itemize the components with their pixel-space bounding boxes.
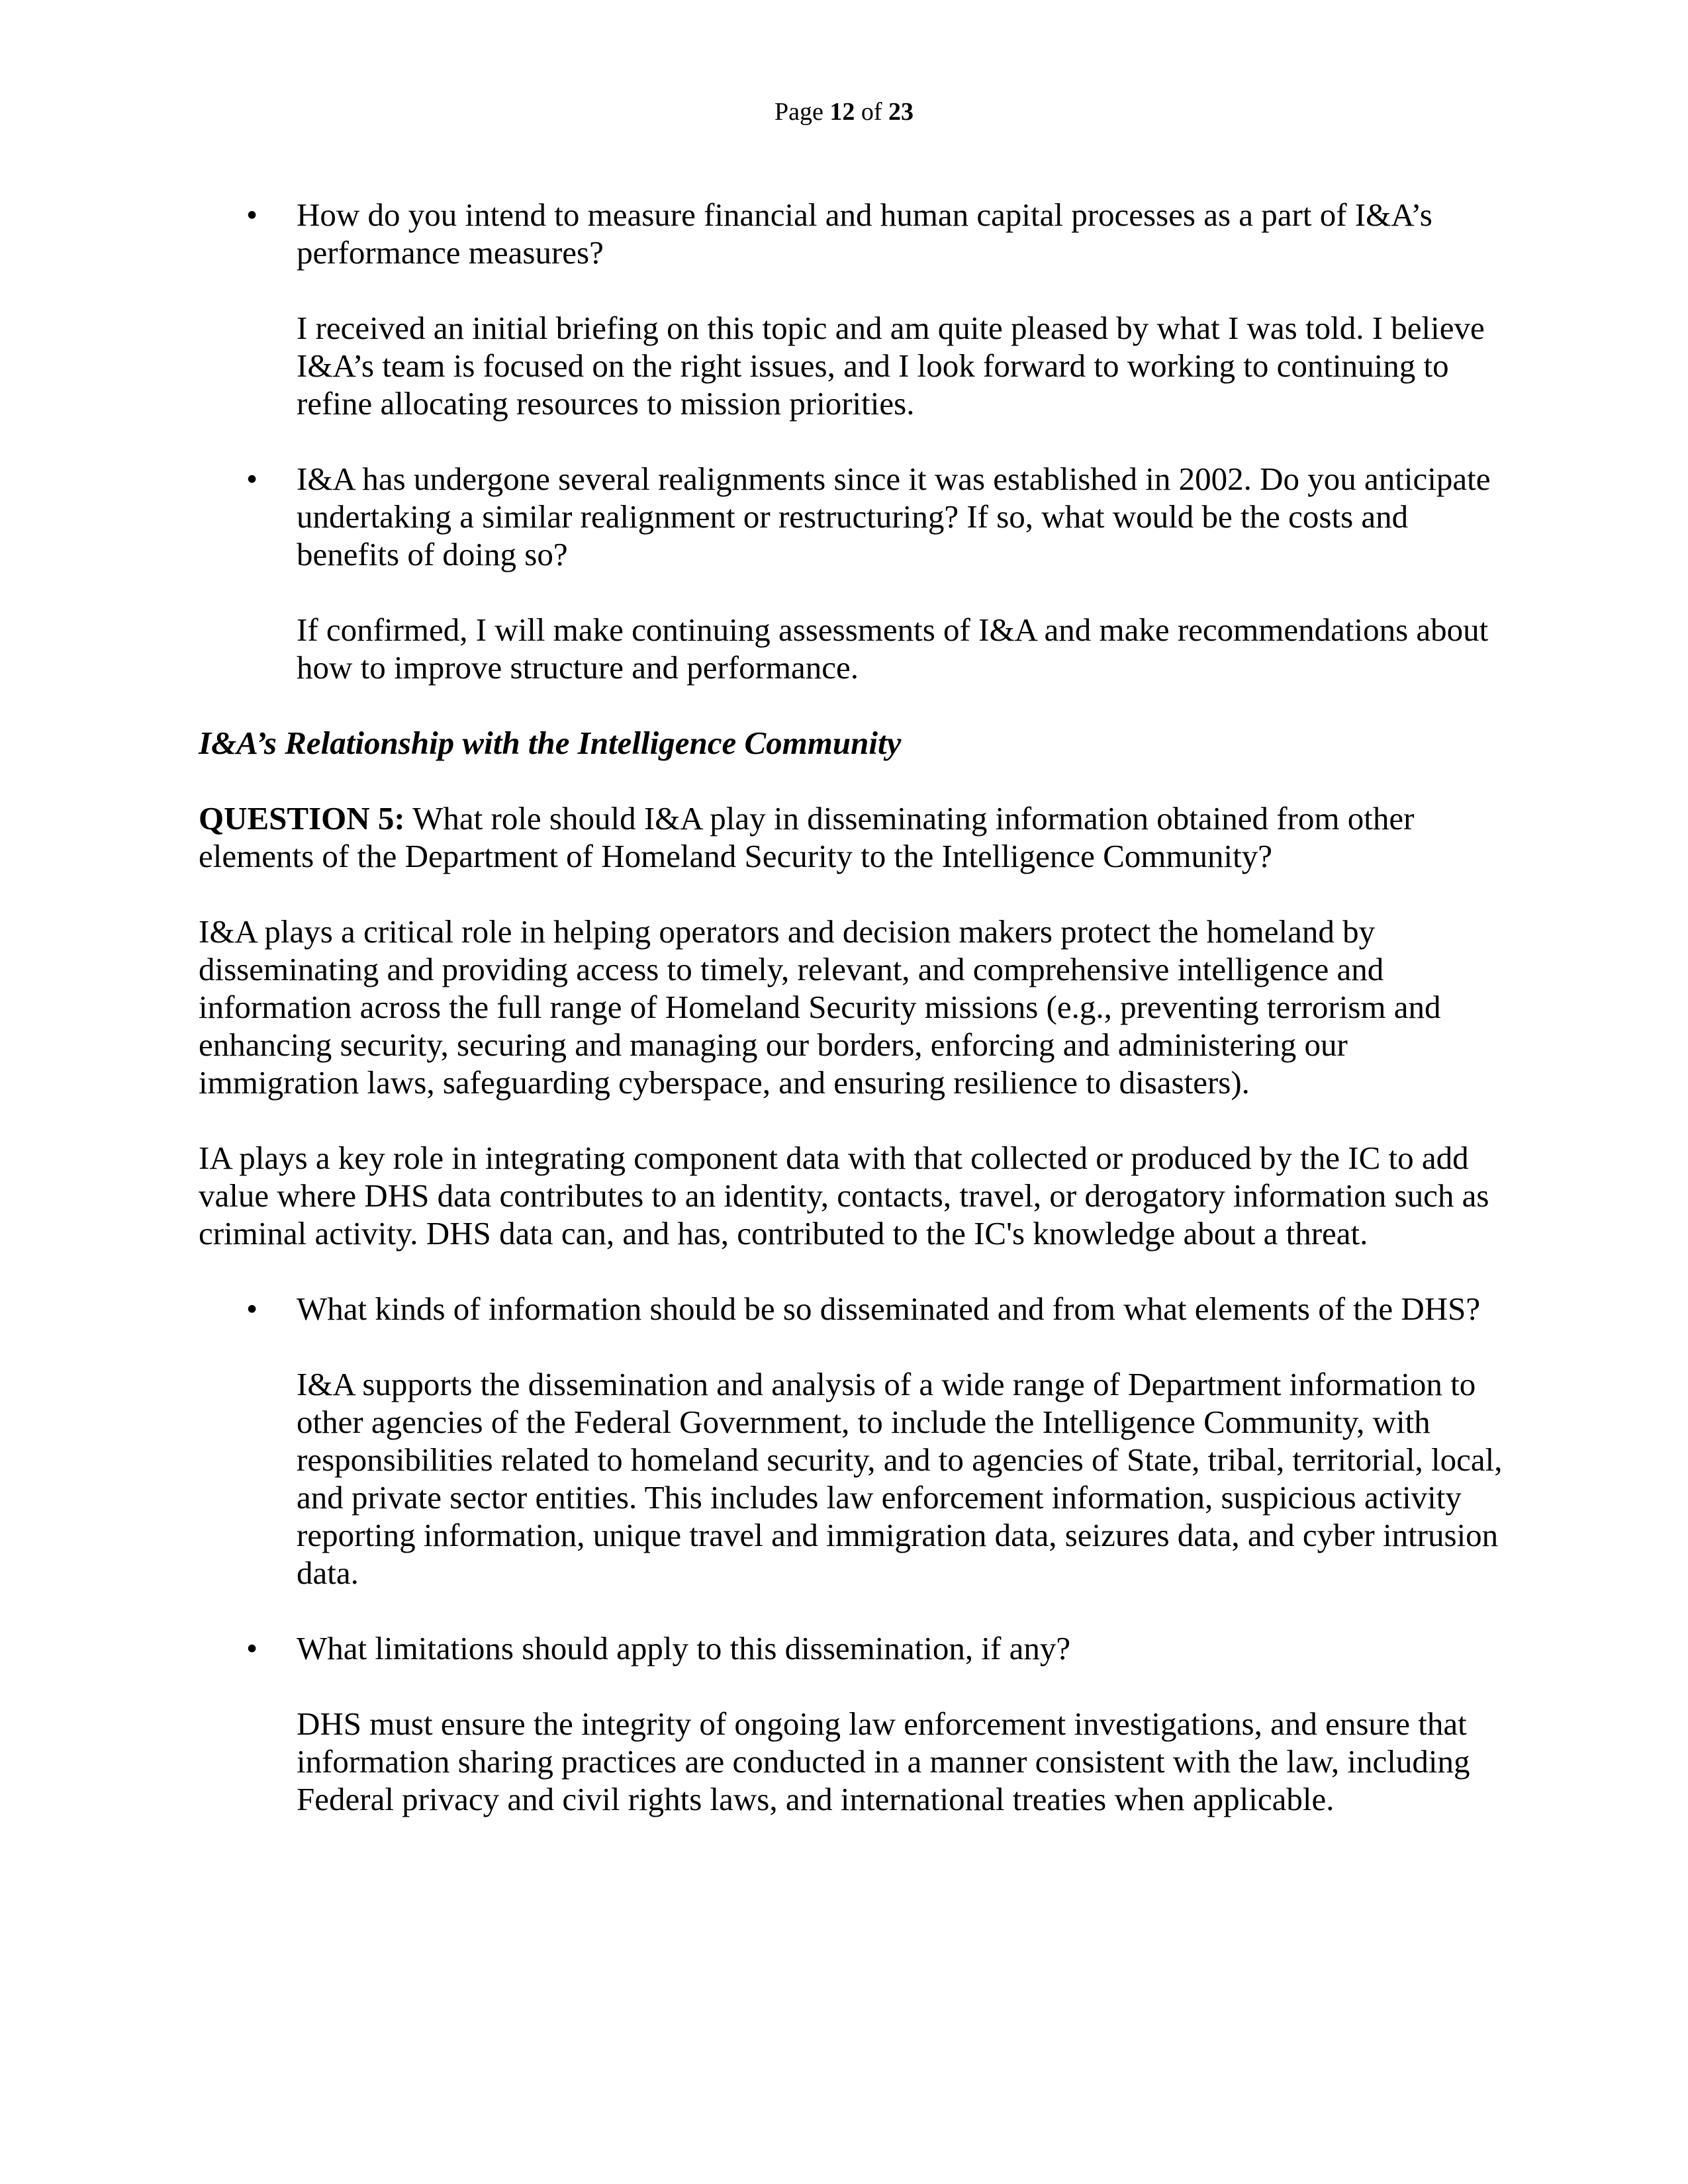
question-text: How do you intend to measure financial and human capital processes as a part of I&A’s performance measures? <box>297 197 1432 271</box>
answer-text: I&A supports the dissemination and analysis of a wide range of Department information to other agencies of the Federal Government, to include the Intelligence Community, with responsibilities related to homeland security, and to agencies of State, tribal, territorial, local, and private sector entities. This includes law enforcement information, suspicious activity reporting information, unique travel and immigration data, seizures data, and cyber intrusion data. <box>297 1366 1503 1591</box>
answer-text: If confirmed, I will make continuing assessments of I&A and make recommendations about how to improve structure and performance. <box>297 612 1489 686</box>
bullet-question-realignment <box>199 460 1509 573</box>
document-body <box>199 196 1509 1818</box>
bullet-question-limitations <box>199 1629 1509 1667</box>
question-5-text: What role should I&A play in disseminating information obtained from other elements of the Department of Homeland Security to the Intelligence Community? <box>199 800 1415 874</box>
bullet-dot: • <box>246 1630 258 1666</box>
paragraph-key-role: IA plays a key role in integrating component data with that collected or produced by the IC to add value where DHS data contributes to an identity, contacts, travel, or derogatory information such as criminal activity. DHS data can, and has, contributed to the IC's knowledge about a threat. <box>199 1140 1489 1251</box>
page-current: 12 <box>829 98 855 126</box>
page-number-header <box>0 99 1688 124</box>
answer-text: I received an initial briefing on this topic and am quite pleased by what I was told. I believe I&A’s team is focused on the right issues, and I look forward to working to continuing to refine allocating resources to mission priorities. <box>297 310 1485 422</box>
section-heading: I&A’s Relationship with the Intelligence Community <box>199 725 902 761</box>
bullet-dot: • <box>246 1291 258 1327</box>
bullet-question-performance-measures <box>199 196 1509 271</box>
question-text: What kinds of information should be so disseminated and from what elements of the DHS? <box>297 1291 1481 1327</box>
page-sep: of <box>861 98 882 126</box>
question-5-label: QUESTION 5: <box>199 800 405 837</box>
answer-text: DHS must ensure the integrity of ongoing law enforcement investigations, and ensure that information sharing practices are conducted in a manner consistent with the law, including Federal privacy and civil rights laws, and international treaties when applicable. <box>297 1706 1470 1817</box>
bullet-dot: • <box>246 461 258 497</box>
question-5 <box>199 799 1509 875</box>
question-text: I&A has undergone several realignments since it was established in 2002. Do you anticipate undertaking a similar realignment or restructuring? If so, what would be the costs and benefits of doing so? <box>297 461 1491 572</box>
paragraph-critical-role: I&A plays a critical role in helping operators and decision makers protect the homeland by disseminating and providing access to timely, relevant, and comprehensive intelligence and information across the full range of Homeland Security missions (e.g., preventing terrorism and enhancing security, securing and managing our borders, enforcing and administering our immigration laws, safeguarding cyberspace, and ensuring resilience to disasters). <box>199 913 1441 1101</box>
question-text: What limitations should apply to this dissemination, if any? <box>297 1630 1071 1666</box>
page-label: Page <box>774 98 823 126</box>
bullet-dot: • <box>246 197 258 233</box>
page-total: 23 <box>888 98 914 126</box>
bullet-question-kinds-of-information <box>199 1290 1509 1328</box>
